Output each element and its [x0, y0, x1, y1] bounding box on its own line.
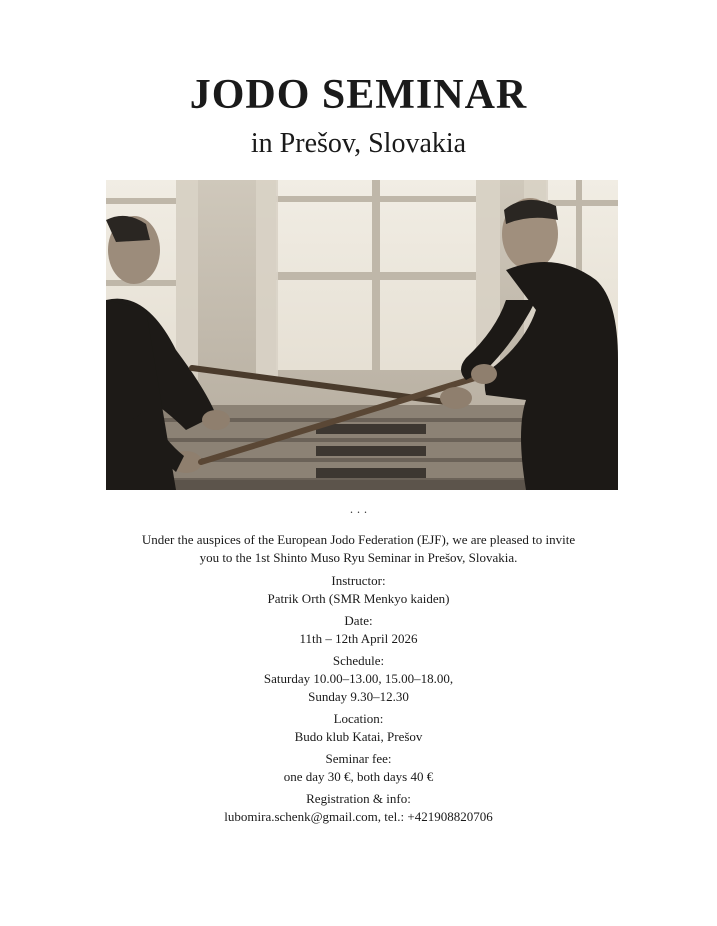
separator-dots: . . . [349, 503, 368, 516]
date-block [100, 612, 617, 648]
seminar-details [100, 531, 617, 830]
fee-block [100, 750, 617, 786]
registration-contact[interactable]: lubomira.schenk@gmail.com, tel.: +421908820706 [224, 809, 493, 824]
schedule-line-2: Sunday 9.30–12.30 [308, 689, 409, 704]
jodo-practice-photo [106, 180, 618, 490]
instructor-label: Instructor: [331, 573, 386, 588]
fee-label: Seminar fee: [325, 751, 392, 766]
page-title: JODO SEMINAR [189, 72, 528, 118]
instructor-value: Patrik Orth (SMR Menkyo kaiden) [267, 591, 450, 606]
date-value: 11th – 12th April 2026 [299, 631, 418, 646]
date-label: Date: [344, 613, 373, 628]
intro-line-2: you to the 1st Shinto Muso Ryu Seminar in Prešov, Slovakia. [199, 550, 518, 565]
fee-value: one day 30 €, both days 40 € [283, 769, 434, 784]
instructor-block [100, 572, 617, 608]
registration-label: Registration & info: [306, 791, 411, 806]
schedule-line-1: Saturday 10.00–13.00, 15.00–18.00, [263, 671, 454, 686]
intro-text [100, 531, 617, 567]
schedule-label: Schedule: [332, 653, 385, 668]
intro-line-1: Under the auspices of the European Jodo Federation (EJF), we are pleased to invite [141, 532, 576, 547]
location-block [100, 710, 617, 746]
page-subtitle: in Prešov, Slovakia [250, 128, 467, 159]
location-label: Location: [333, 711, 384, 726]
location-value: Budo klub Katai, Prešov [294, 729, 423, 744]
registration-block [100, 790, 617, 826]
schedule-block [100, 652, 617, 706]
